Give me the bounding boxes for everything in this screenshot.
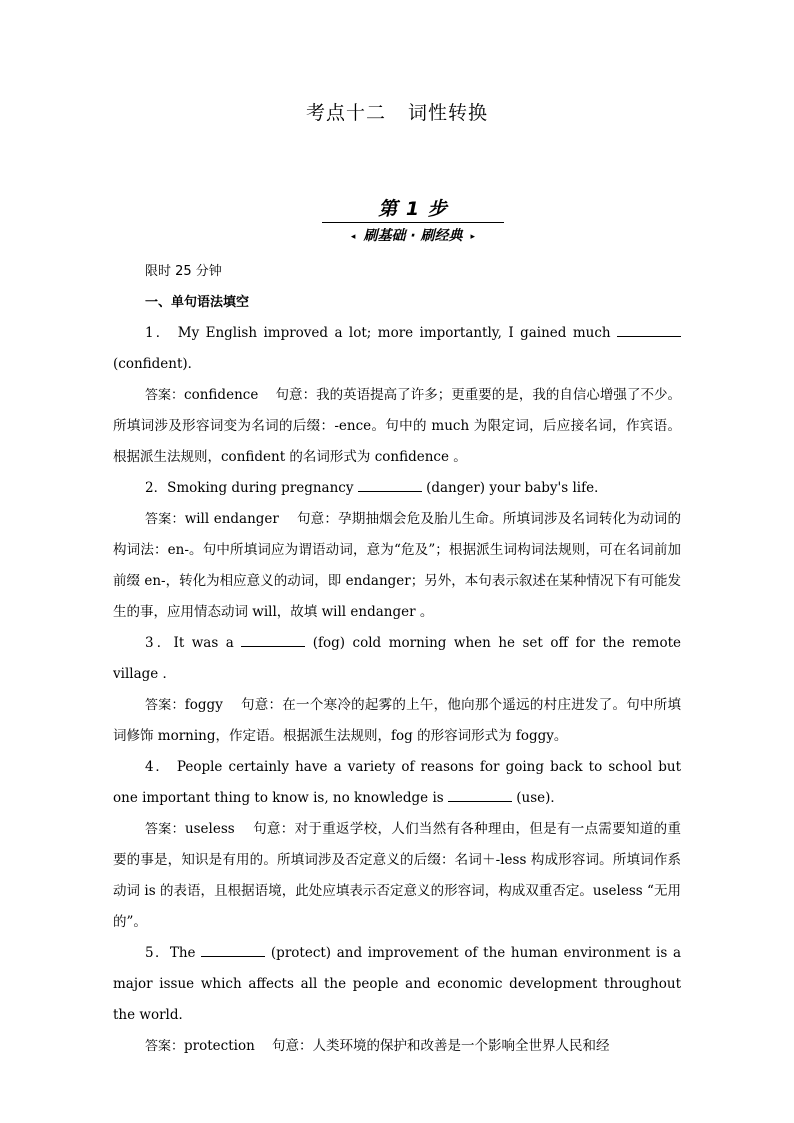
page-title — [0, 98, 794, 125]
question-3: 3．It was a (fog) cold morning when he set off for the remote village ． — [113, 635, 681, 682]
answer-label: 答案： — [145, 1039, 185, 1054]
triangle-left-icon: ◂ — [350, 232, 356, 242]
answer-value: confidence — [184, 387, 259, 403]
exercise-content — [113, 256, 681, 1062]
answer-blank — [448, 789, 512, 802]
step-subtitle-text: 刷基础 · 刷经典 — [363, 228, 463, 244]
answer-blank — [617, 324, 681, 337]
answer-value: protection — [184, 1038, 255, 1054]
answer-label: 答案： — [145, 822, 185, 837]
answer-explanation: 句意：对于重返学校，人们当然有各种理由，但是有一点需要知道的重要的事是，知识是有用的。所填词涉及否定意义的后缀：名词＋-less 构成形容词。所填词作系动词 is 的表语，且根据语境，此处应填表示否定意义的形容词，构成双重否定。useless “无用的”。 — [113, 821, 681, 930]
answer-explanation: 句意：我的英语提高了许多；更重要的是，我的自信心增强了不少。所填词涉及形容词变为名词的后缀：-ence。句中的 much 为限定词，后应接名词，作宾语。根据派生法规则，confident 的名词形式为 confidence 。 — [113, 387, 681, 465]
answer-explanation: 句意：孕期抽烟会危及胎儿生命。所填词涉及名词转化为动词的构词法：en-。句中所填词应为谓语动词，意为“危及”；根据派生词构词法规则，可在名词前加前缀 en-，转化为相应意义的动词，即 endanger；另外，本句表示叙述在某种情况下有可能发生的事，应用情态动词 will，故填 will endanger 。 — [113, 511, 682, 620]
step-title: 第 1 步 — [378, 198, 448, 220]
triangle-right-icon: ▸ — [470, 232, 476, 242]
question-5: 5．The (protect) and improvement of the human environment is a major issue which affects all the people and economic development throughout the world． — [113, 945, 681, 1023]
answer-2 — [113, 504, 681, 628]
answer-4 — [113, 814, 681, 938]
step-banner — [322, 196, 504, 248]
answer-explanation: 句意：在一个寒冷的起雾的上午，他向那个遥远的村庄进发了。句中所填词修饰 morning，作定语。根据派生法规则，fog 的形容词形式为 foggy。 — [113, 697, 681, 744]
title-topic-name: 词性转换 — [408, 102, 489, 124]
question-4: 4． People certainly have a variety of reasons for going back to school but one important thing to know is, no knowledge is (use)． — [113, 759, 681, 806]
answer-blank — [241, 634, 305, 647]
answer-3 — [113, 690, 681, 752]
answer-5 — [113, 1031, 681, 1062]
answer-1 — [113, 380, 681, 473]
answer-explanation: 句意：人类环境的保护和改善是一个影响全世界人民和经 — [271, 1038, 610, 1054]
answer-value: foggy — [184, 697, 223, 713]
answer-blank — [358, 479, 422, 492]
time-limit: 限时 25 分钟 — [145, 264, 222, 279]
question-1: 1． My English improved a lot; more importantly, I gained much (confident)． — [113, 318, 681, 380]
answer-label: 答案： — [145, 512, 185, 527]
answer-value: will endanger — [184, 511, 279, 527]
step-divider — [322, 222, 504, 223]
answer-label: 答案： — [145, 698, 185, 713]
answer-blank — [201, 944, 265, 957]
question-2: 2．Smoking during pregnancy (danger) your baby's life． — [145, 480, 608, 496]
answer-value: useless — [184, 821, 235, 837]
step-subtitle — [322, 225, 504, 248]
answer-label: 答案： — [145, 388, 185, 403]
section-heading: 一、单句语法填空 — [145, 295, 250, 310]
title-topic-number: 考点十二 — [305, 102, 386, 124]
